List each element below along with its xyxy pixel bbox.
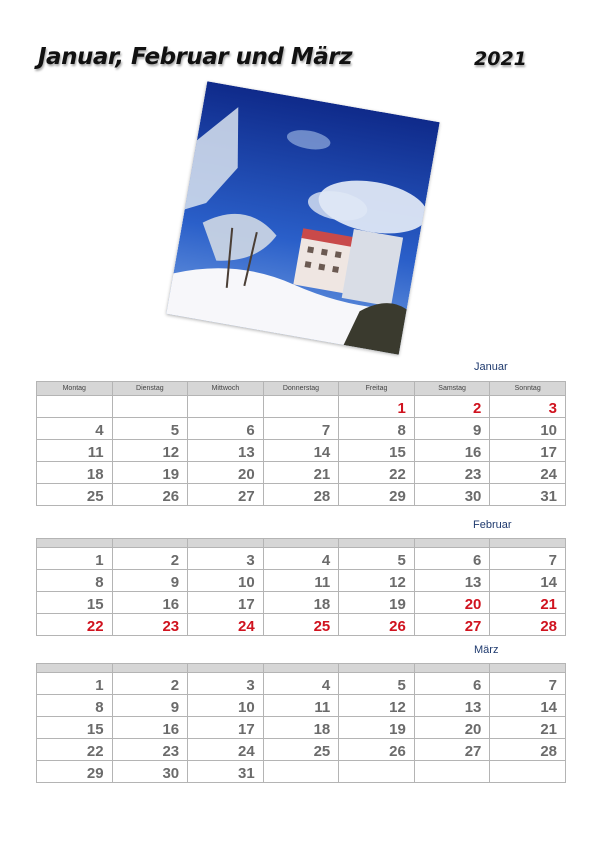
day-cell: 12 [112,440,188,462]
day-cell: 26 [339,739,415,761]
weekday-header-row [37,539,566,548]
day-cell: 11 [263,570,339,592]
weekday-header: Donnerstag [263,382,339,396]
day-cell: 19 [339,592,415,614]
week-row [37,462,566,484]
day-cell: 11 [263,695,339,717]
day-cell: 19 [339,717,415,739]
day-cell: 29 [339,484,415,506]
month-label-februar: Februar [473,519,512,531]
week-row [37,548,566,570]
day-cell: 6 [414,673,490,695]
day-cell: 9 [112,570,188,592]
day-cell: 10 [490,418,566,440]
day-cell: 5 [339,548,415,570]
day-cell: 1 [339,396,415,418]
day-cell: 27 [188,484,264,506]
day-cell: 12 [339,695,415,717]
calendar-table-maerz [36,663,566,783]
day-cell: 28 [263,484,339,506]
day-cell: 3 [490,396,566,418]
day-cell: 27 [414,739,490,761]
photo-illustration [166,81,439,354]
day-cell: 20 [414,592,490,614]
day-cell: 30 [112,761,188,783]
month-label-maerz: März [474,644,499,656]
day-cell: 23 [414,462,490,484]
day-cell: 10 [188,695,264,717]
day-cell: 3 [188,673,264,695]
week-row [37,673,566,695]
week-row [37,440,566,462]
week-row [37,396,566,418]
day-cell: 14 [490,570,566,592]
day-cell: 27 [414,614,490,636]
day-cell: 18 [263,717,339,739]
day-cell: 9 [112,695,188,717]
day-cell: 1 [37,673,113,695]
day-cell: 14 [490,695,566,717]
empty-day-cell [414,761,490,783]
day-cell: 4 [37,418,113,440]
empty-day-cell [339,761,415,783]
day-cell: 18 [263,592,339,614]
day-cell: 24 [188,614,264,636]
day-cell: 21 [490,717,566,739]
day-cell: 20 [414,717,490,739]
day-cell: 11 [37,440,113,462]
day-cell: 25 [263,739,339,761]
weeks-maerz [37,673,566,783]
day-cell: 13 [414,570,490,592]
empty-day-cell [263,761,339,783]
day-cell: 20 [188,462,264,484]
weeks-januar [37,396,566,506]
day-cell: 17 [188,592,264,614]
calendar-table-februar [36,538,566,636]
calendar-table-januar [36,381,566,506]
day-cell: 24 [490,462,566,484]
day-cell: 16 [112,717,188,739]
day-cell: 22 [37,739,113,761]
day-cell: 26 [112,484,188,506]
day-cell: 24 [188,739,264,761]
empty-day-cell [490,761,566,783]
winter-hotel-photo [166,81,439,354]
empty-day-cell [37,396,113,418]
day-cell: 15 [37,592,113,614]
day-cell: 13 [188,440,264,462]
day-cell: 2 [112,548,188,570]
day-cell: 5 [112,418,188,440]
calendar-year: 2021 [474,48,527,70]
day-cell: 16 [112,592,188,614]
day-cell: 28 [490,614,566,636]
week-row [37,695,566,717]
day-cell: 19 [112,462,188,484]
day-cell: 23 [112,739,188,761]
day-cell: 8 [339,418,415,440]
day-cell: 18 [37,462,113,484]
week-row [37,739,566,761]
day-cell: 5 [339,673,415,695]
week-row [37,761,566,783]
calendar-title: Januar, Februar und März [38,44,352,70]
weekday-header: Dienstag [112,382,188,396]
month-label-januar: Januar [474,361,508,373]
day-cell: 4 [263,673,339,695]
day-cell: 3 [188,548,264,570]
day-cell: 4 [263,548,339,570]
day-cell: 16 [414,440,490,462]
day-cell: 22 [37,614,113,636]
day-cell: 31 [188,761,264,783]
day-cell: 13 [414,695,490,717]
day-cell: 17 [188,717,264,739]
day-cell: 25 [263,614,339,636]
week-row [37,570,566,592]
weekday-header-row [37,664,566,673]
day-cell: 2 [112,673,188,695]
week-row [37,592,566,614]
week-row [37,484,566,506]
day-cell: 9 [414,418,490,440]
weeks-februar [37,548,566,636]
day-cell: 7 [490,673,566,695]
day-cell: 7 [263,418,339,440]
day-cell: 2 [414,396,490,418]
day-cell: 23 [112,614,188,636]
day-cell: 8 [37,695,113,717]
day-cell: 29 [37,761,113,783]
day-cell: 6 [414,548,490,570]
weekday-header: Mittwoch [188,382,264,396]
week-row [37,717,566,739]
empty-day-cell [112,396,188,418]
empty-day-cell [188,396,264,418]
day-cell: 12 [339,570,415,592]
week-row [37,614,566,636]
day-cell: 15 [339,440,415,462]
day-cell: 26 [339,614,415,636]
day-cell: 25 [37,484,113,506]
weekday-header: Montag [37,382,113,396]
day-cell: 8 [37,570,113,592]
day-cell: 28 [490,739,566,761]
day-cell: 6 [188,418,264,440]
day-cell: 10 [188,570,264,592]
day-cell: 21 [490,592,566,614]
day-cell: 15 [37,717,113,739]
weekday-header: Samstag [414,382,490,396]
weekday-header-row [37,382,566,396]
weekday-header: Freitag [339,382,415,396]
day-cell: 30 [414,484,490,506]
day-cell: 21 [263,462,339,484]
week-row [37,418,566,440]
day-cell: 7 [490,548,566,570]
empty-day-cell [263,396,339,418]
day-cell: 22 [339,462,415,484]
day-cell: 31 [490,484,566,506]
day-cell: 14 [263,440,339,462]
day-cell: 1 [37,548,113,570]
day-cell: 17 [490,440,566,462]
weekday-header: Sonntag [490,382,566,396]
